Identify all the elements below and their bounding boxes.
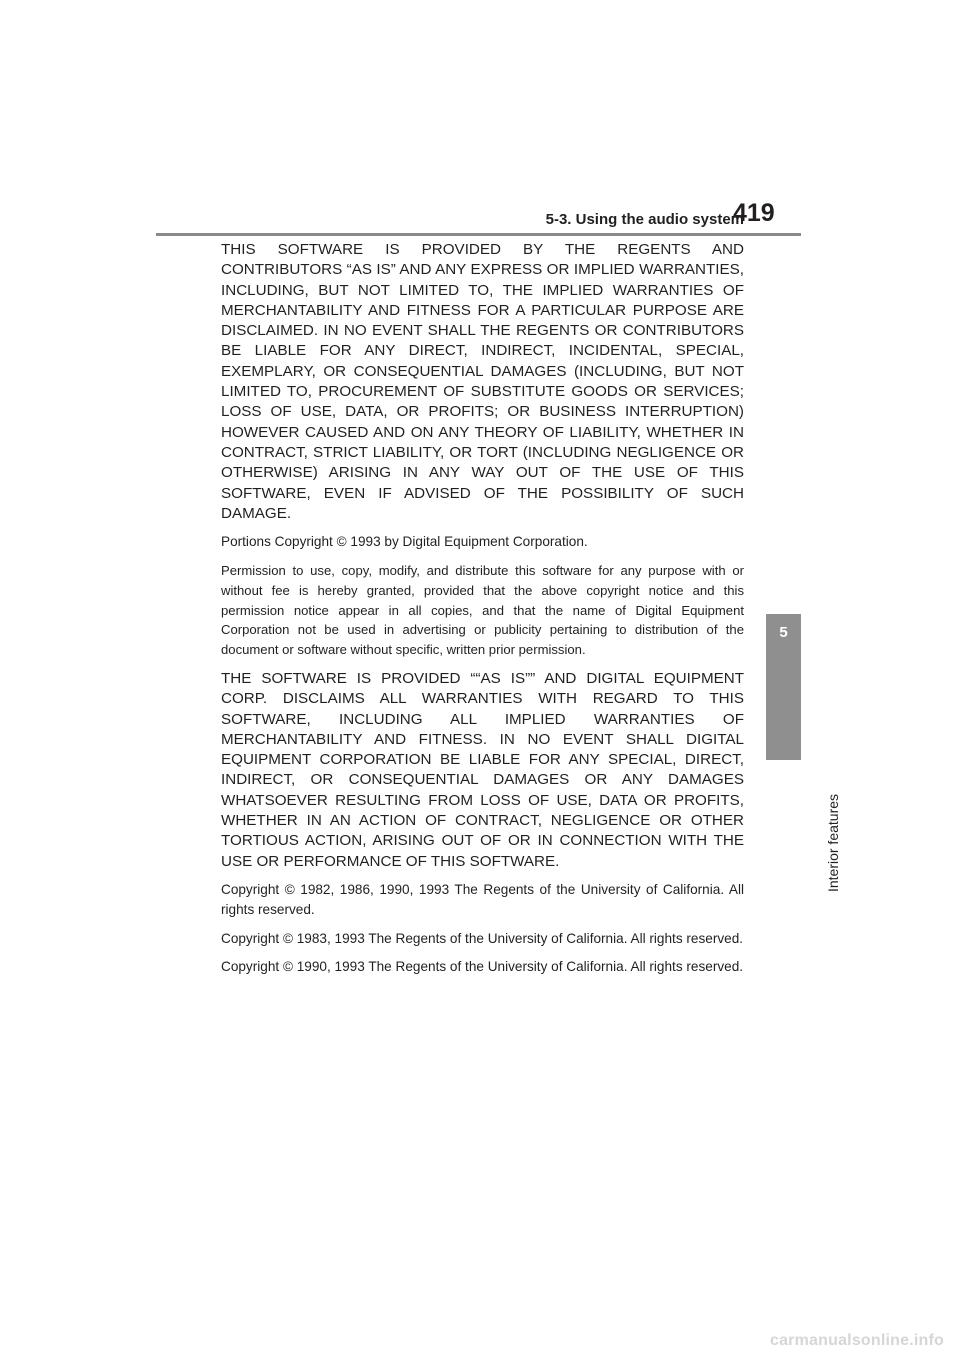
page-content xyxy=(221,240,744,986)
copyright-notice: Copyright © 1983, 1993 The Regents of the University of California. All rights reserved. xyxy=(221,930,744,946)
chapter-tab xyxy=(766,614,801,760)
chapter-number: 5 xyxy=(779,624,788,641)
permission-notice: Permission to use, copy, modify, and distribute this software for any purpose with or without fee is hereby granted, provided that the above copyright notice and this permission notice appear in all copies, and that the name of Digital Equipment Corporation not be used in advertising or publicity pertaining to distribution of the document or software without specific, written prior permission. xyxy=(221,562,744,658)
page-header xyxy=(0,0,960,240)
dec-disclaimer-paragraph: THE SOFTWARE IS PROVIDED ““AS IS”” AND DIGITAL EQUIPMENT CORP. DISCLAIMS ALL WARRANTIES WITH REGARD TO THIS SOFTWARE, INCLUDING ALL IMPLIED WARRANTIES OF MERCHANTABILITY AND FITNESS. IN NO EVENT SHALL DIGITAL EQUIPMENT CORPORATION BE LIABLE FOR ANY SPECIAL, DIRECT, INDIRECT, OR CONSEQUENTIAL DAMAGES OR ANY DAMAGES WHATSOEVER RESULTING FROM LOSS OF USE, DATA OR PROFITS, WHETHER IN AN ACTION OF CONTRACT, NEGLIGENCE OR OTHER TORTIOUS ACTION, ARISING OUT OF OR IN CONNECTION WITH THE USE OR PERFORMANCE OF THIS SOFTWARE. xyxy=(221,669,744,870)
header-rule xyxy=(156,233,801,236)
portions-copyright: Portions Copyright © 1993 by Digital Equipment Corporation. xyxy=(221,534,588,550)
copyright-notice: Copyright © 1982, 1986, 1990, 1993 The Regents of the University of California. All rights reserved. xyxy=(221,881,744,917)
site-watermark: carmanualsonline.info xyxy=(769,1332,944,1349)
disclaimer-paragraph: THIS SOFTWARE IS PROVIDED BY THE REGENTS AND CONTRIBUTORS “AS IS” AND ANY EXPRESS OR IMPLIED WARRANTIES, INCLUDING, BUT NOT LIMITED TO, THE IMPLIED WARRANTIES OF MERCHANTABILITY AND FITNESS FOR A PARTICULAR PURPOSE ARE DISCLAIMED. IN NO EVENT SHALL THE REGENTS OR CONTRIBUTORS BE LIABLE FOR ANY DIRECT, INDIRECT, INCIDENTAL, SPECIAL, EXEMPLARY, OR CONSEQUENTIAL DAMAGES (INCLUDING, BUT NOT LIMITED TO, PROCUREMENT OF SUBSTITUTE GOODS OR SERVICES; LOSS OF USE, DATA, OR PROFITS; OR BUSINESS INTERRUPTION) HOWEVER CAUSED AND ON ANY THEORY OF LIABILITY, WHETHER IN CONTRACT, STRICT LIABILITY, OR TORT (INCLUDING NEGLIGENCE OR OTHERWISE) ARISING IN ANY WAY OUT OF THE USE OF THIS SOFTWARE, EVEN IF ADVISED OF THE POSSIBILITY OF SUCH DAMAGE. xyxy=(221,241,744,522)
section-title: 5-3. Using the audio system xyxy=(545,211,744,228)
page-number: 419 xyxy=(733,199,775,227)
chapter-label: Interior features xyxy=(825,793,841,893)
copyright-notice: Copyright © 1990, 1993 The Regents of the University of California. All rights reserved. xyxy=(221,959,744,975)
